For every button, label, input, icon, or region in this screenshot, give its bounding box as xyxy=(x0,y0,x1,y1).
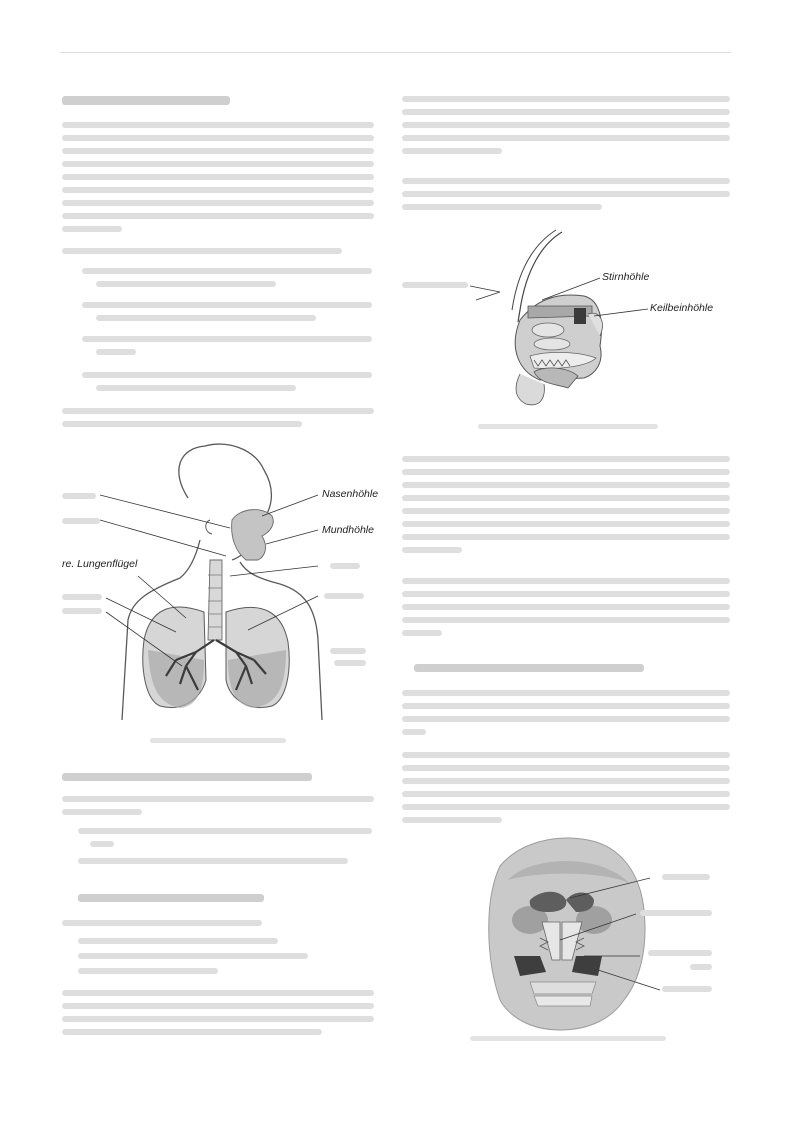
fig3-faint-label xyxy=(662,986,712,992)
label-sphenoid-sinus: Keilbeinhöhle xyxy=(650,302,714,314)
label-frontal-sinus: Stirnhöhle xyxy=(602,271,650,283)
label-right-lung: re. Lungenflügel xyxy=(62,558,138,570)
figure-3-caption xyxy=(470,1036,666,1041)
label-nasal-cavity: Nasenhöhle xyxy=(322,488,379,500)
label-oral-cavity: Mundhöhle xyxy=(322,524,374,536)
fig3-faint-label xyxy=(662,874,710,880)
fig3-faint-label xyxy=(640,910,712,916)
fig3-faint-label xyxy=(690,964,712,970)
fig3-faint-label xyxy=(648,950,712,956)
